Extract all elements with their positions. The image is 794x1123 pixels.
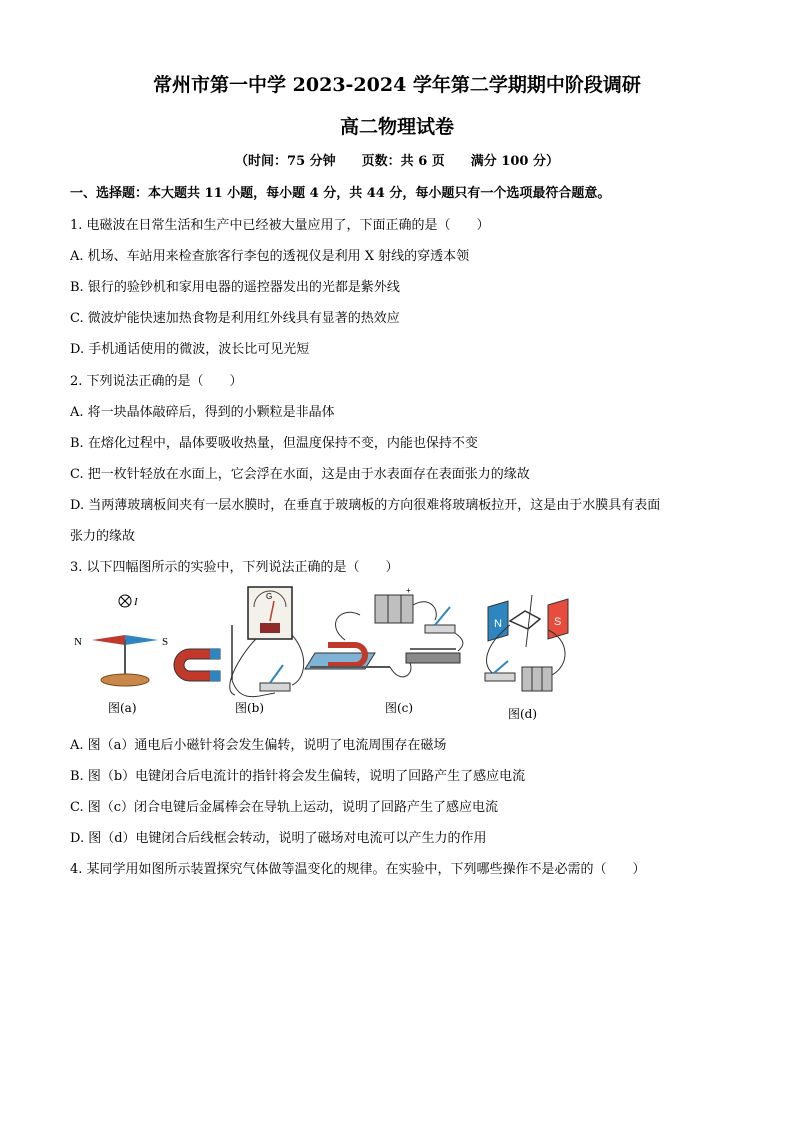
north-label: N (74, 636, 82, 648)
exam-title: 常州市第一中学 2023-2024 学年第二学期期中阶段调研 (153, 74, 641, 96)
magnet-s-label: S (554, 616, 562, 628)
gauge-label: G (266, 592, 273, 601)
caption-figure-a: 图(a) (108, 701, 137, 715)
experiment-illustrations (70, 585, 590, 720)
section-heading: 一、选择题：本大题共 11 小题，每小题 4 分，共 44 分，每小题只有一个选项最符合题意。 (70, 186, 611, 201)
caption-figure-b: 图(b) (235, 701, 265, 715)
svg-text:+: + (406, 586, 411, 595)
exam-subtitle: 高二物理试卷 (339, 116, 454, 138)
exam-meta: （时间：75 分钟 页数：共 6 页 满分 100 分） (235, 154, 559, 169)
caption-figure-c: 图(c) (385, 701, 414, 715)
q2-option-c: C. 把一枚针轻放在水面上，它会浮在水面，这是由于水表面存在表面张力的缘故 (70, 467, 530, 482)
q2-stem: 2. 下列说法正确的是（ ） (70, 374, 243, 389)
q3-option-b: B. 图（b）电键闭合后电流计的指针将会发生偏转，说明了回路产生了感应电流 (70, 769, 526, 784)
q1-option-b: B. 银行的验钞机和家用电器的遥控器发出的光都是紫外线 (70, 280, 400, 295)
q1-stem: 1. 电磁波在日常生活和生产中已经被大量应用了，下面正确的是（ ） (70, 218, 490, 233)
q2-option-a: A. 将一块晶体敲碎后，得到的小颗粒是非晶体 (70, 405, 335, 420)
figure-c-rails (305, 586, 463, 677)
q2-option-d: D. 当两薄玻璃板间夹有一层水膜时，在垂直于玻璃板的方向很难将玻璃板拉开，这是由于水膜具有表面 (70, 498, 661, 513)
figure-b-galvanometer (174, 587, 304, 697)
figure-a-compass (74, 595, 168, 686)
q2-option-b: B. 在熔化过程中，晶体要吸收热量，但温度保持不变，内能也保持不变 (70, 436, 478, 451)
q3-option-c: C. 图（c）闭合电键后金属棒会在导轨上运动，说明了回路产生了感应电流 (70, 800, 499, 815)
caption-figure-d: 图(d) (508, 707, 538, 721)
q1-option-a: A. 机场、车站用来检查旅客行李包的透视仪是利用 X 射线的穿透本领 (70, 249, 470, 264)
q1-option-c: C. 微波炉能快速加热食物是利用红外线具有显著的热效应 (70, 311, 400, 326)
q3-figures (70, 585, 590, 720)
q3-stem: 3. 以下四幅图所示的实验中，下列说法正确的是（ ） (70, 560, 399, 575)
magnet-n-label: N (494, 618, 502, 630)
current-label: I (134, 596, 138, 608)
q1-option-d: D. 手机通话使用的微波，波长比可见光短 (70, 342, 310, 357)
q2-option-d-continued: 张力的缘故 (70, 529, 136, 544)
q4-stem: 4. 某同学用如图所示装置探究气体做等温变化的规律。在实验中，下列哪些操作不是必需的（ ） (70, 862, 646, 877)
q3-option-d: D. 图（d）电键闭合后线框会转动，说明了磁场对电流可以产生力的作用 (70, 831, 487, 846)
figure-d-loop (485, 595, 568, 691)
south-label: S (162, 636, 169, 648)
q3-option-a: A. 图（a）通电后小磁针将会发生偏转，说明了电流周围存在磁场 (70, 738, 447, 753)
